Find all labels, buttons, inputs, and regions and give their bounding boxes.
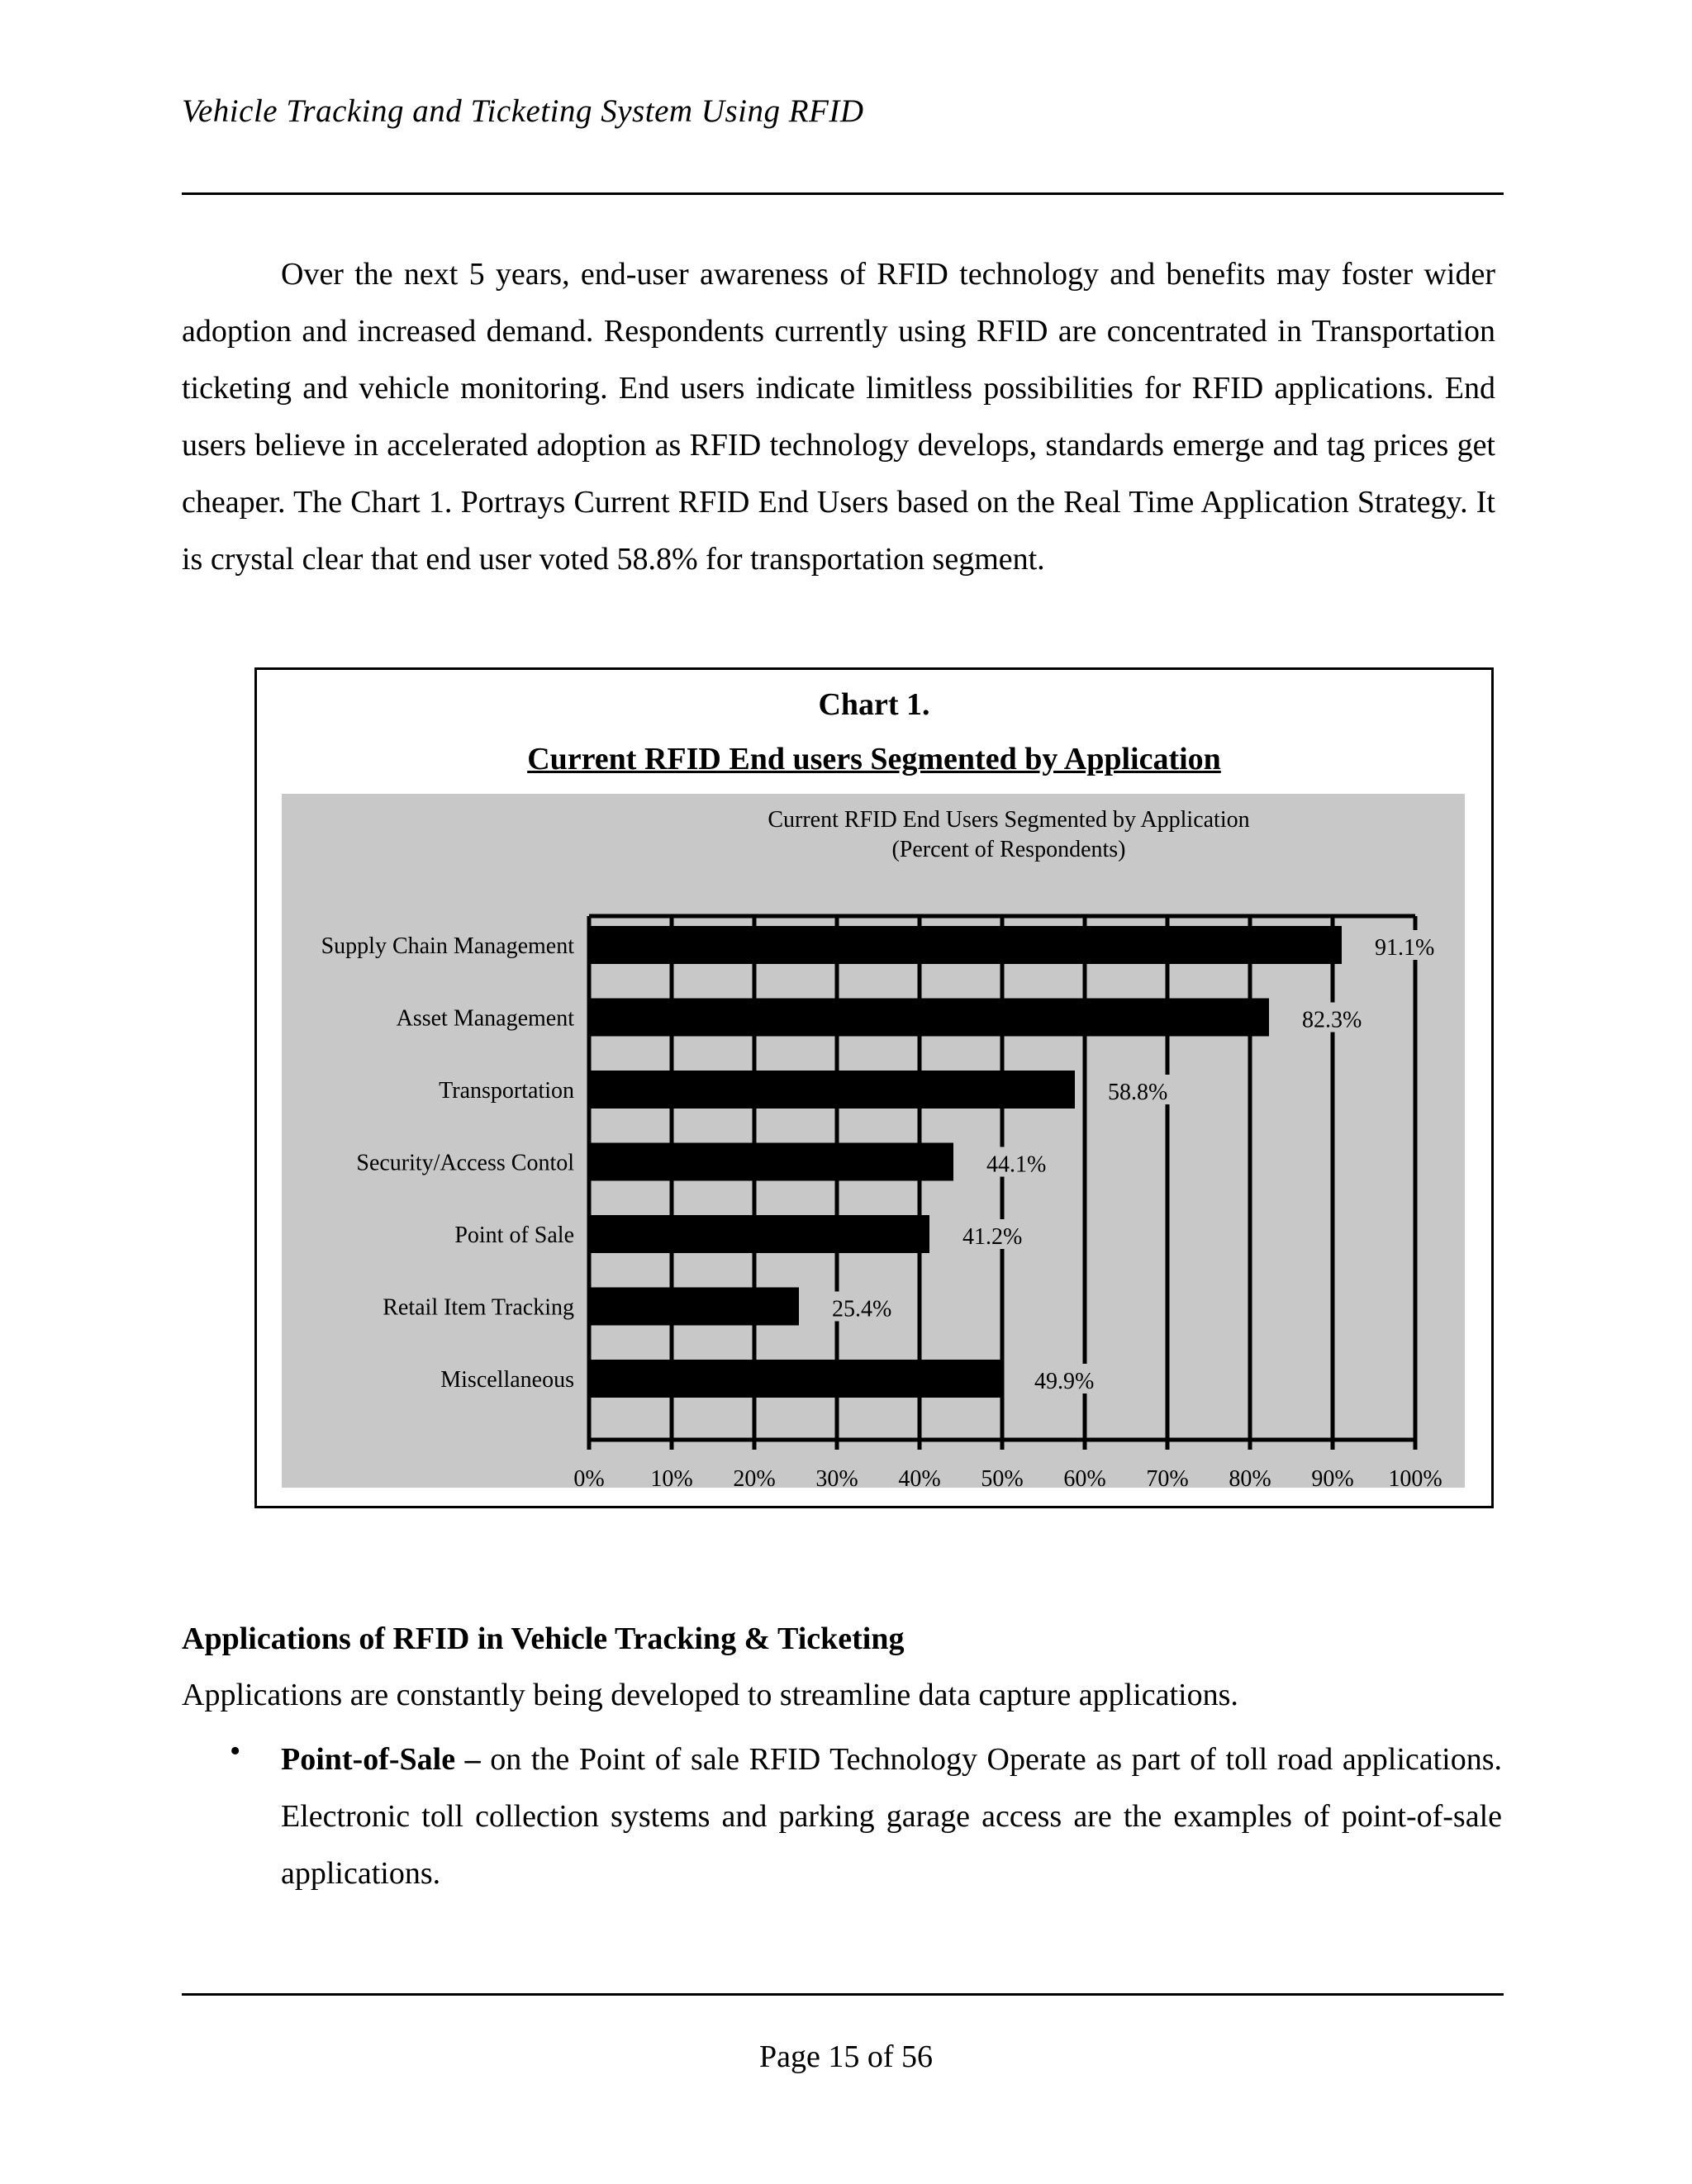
value-label: 91.1% (1375, 935, 1435, 961)
category-label: Security/Access Contol (356, 1150, 574, 1176)
document-header: Vehicle Tracking and Ticketing System Using RFID (182, 93, 864, 129)
value-label: 49.9% (1034, 1369, 1095, 1394)
x-tick-label: 100% (1388, 1466, 1442, 1488)
x-tick-label: 40% (898, 1466, 941, 1488)
value-label: 58.8% (1108, 1080, 1168, 1105)
category-label: Supply Chain Management (321, 933, 574, 959)
value-label: 25.4% (832, 1296, 892, 1322)
section-text: Applications are constantly being developed to streamline data capture applications. (182, 1678, 1238, 1712)
header-divider (182, 192, 1504, 195)
bar (589, 999, 1269, 1037)
x-tick-label: 30% (815, 1466, 858, 1488)
chart-subtitle: (Percent of Respondents) (891, 837, 1126, 862)
bar-chart (282, 794, 1465, 1488)
chart-box (254, 667, 1494, 1508)
page-number: Page 15 of 56 (758, 2039, 934, 2074)
x-tick-label: 20% (733, 1466, 776, 1488)
bar (589, 1360, 1001, 1398)
value-label: 44.1% (986, 1151, 1047, 1178)
x-tick-label: 50% (981, 1466, 1024, 1488)
category-label: Asset Management (396, 1005, 574, 1032)
section-title: Applications of RFID in Vehicle Tracking & Ticketing (182, 1621, 905, 1656)
chart-heading: Current RFID End users Segmented by Application (527, 742, 1221, 776)
x-tick-label: 0% (573, 1466, 605, 1488)
x-tick-label: 70% (1146, 1466, 1189, 1488)
bar (589, 1143, 953, 1181)
bar (589, 1288, 799, 1326)
value-label: 41.2% (962, 1224, 1023, 1250)
value-label: 82.3% (1302, 1007, 1362, 1033)
bullet-description: on the Point of sale RFID Technology Operate as part of toll road applications. Electronic toll collection systems and parking garage access are the examples of point-of-sale applications. (281, 1742, 1503, 1891)
bullet-item (281, 1731, 1502, 1902)
x-tick-label: 60% (1063, 1466, 1106, 1488)
category-label: Retail Item Tracking (383, 1294, 574, 1321)
chart-number: Chart 1. (818, 687, 930, 722)
bullet-marker: • (230, 1734, 241, 1769)
category-label: Transportation (439, 1078, 574, 1104)
category-label: Miscellaneous (440, 1367, 574, 1393)
bar (589, 926, 1342, 964)
chart-title: Current RFID End Users Segmented by Application (768, 807, 1250, 833)
bar (589, 1071, 1075, 1109)
category-label: Point of Sale (454, 1223, 574, 1248)
x-tick-label: 80% (1229, 1466, 1271, 1488)
bar (589, 1215, 929, 1253)
footer-divider (182, 1993, 1504, 1996)
intro-paragraph: Over the next 5 years, end-user awareness of RFID technology and benefits may foster wider adoption and increased demand. Respondents currently using RFID are concentrated in Transportation ticketing and vehicle monitoring. End users indicate limitless possibilities for RFID applications. End users believe in accelerated adoption as RFID technology develops, standards emerge and tag prices get cheaper. The Chart 1. Portrays Current RFID End Users based on the Real Time Application Strategy. It is crystal clear that end user voted 58.8% for transportation segment. (182, 257, 1495, 577)
x-tick-label: 10% (650, 1466, 693, 1488)
bullet-term: Point-of-Sale – (281, 1742, 481, 1777)
x-tick-label: 90% (1311, 1466, 1354, 1488)
